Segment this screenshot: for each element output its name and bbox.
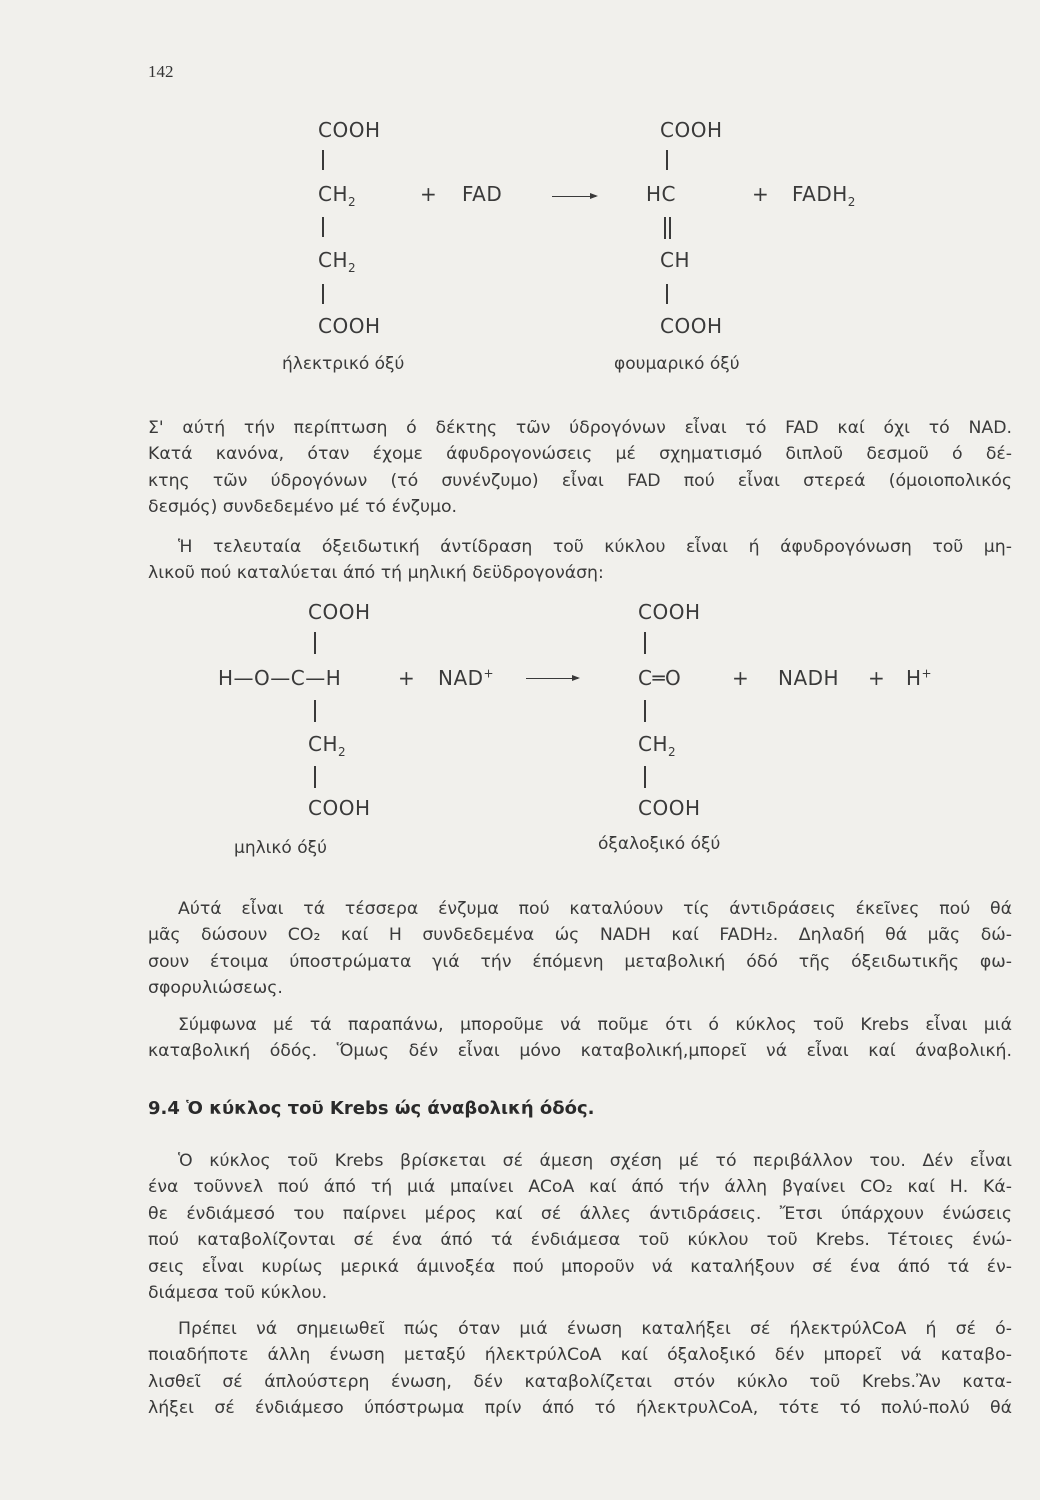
text-line: λικοῦ πού καταλύεται άπό τή μηλική δεϋδρογονάση: bbox=[148, 563, 604, 584]
text-line: πού καταβολίζονται σέ ένα άπό τά ένδιάμεσα τοῦ κύκλου τοῦ Krebs. Τέτοιες ένώ- bbox=[148, 1230, 1012, 1251]
paragraph-3 bbox=[148, 896, 1012, 1002]
succinate-bottom: COOH bbox=[318, 314, 381, 338]
fumarate-caption: φουμαρικό όξύ bbox=[614, 354, 740, 374]
text-line: λήξει σέ ένδιάμεσο ύπόστρωμα πρίν άπό τό ήλεκτρυλCoA, τότε τό πολύ-πολύ θά bbox=[148, 1398, 1012, 1419]
paragraph-2 bbox=[148, 534, 1012, 587]
oxaloacetate-bottom: COOH bbox=[638, 796, 701, 820]
text-line: Σ' αύτή τήν περίπτωση ό δέκτης τῶν ύδρογόνων εἶναι τό FAD καί όχι τό NAD. bbox=[148, 418, 1012, 438]
oxaloacetate-middle: C═O bbox=[638, 666, 682, 690]
bond bbox=[666, 150, 668, 170]
plus-sign: + bbox=[420, 182, 438, 206]
product-nadh: NADH bbox=[778, 666, 840, 690]
malate-bottom: COOH bbox=[308, 796, 371, 820]
fumarate-hc: HC bbox=[646, 182, 677, 206]
bond bbox=[314, 700, 316, 722]
text-line: ένα τοῦννελ πού άπό τή μιά μπαίνει ACoA καί άπό τήν άλλη βγαίνει CO₂ καί Η. Κά- bbox=[148, 1177, 1012, 1198]
malate-ch2: $CH_2$ bbox=[308, 732, 347, 759]
text-line: σεις εἶναι κυρίως μερικά άμινοξέα πού μποροῦν νά καταλήξουν σέ ένα άπό τά έν- bbox=[148, 1256, 1012, 1277]
bond bbox=[322, 217, 324, 237]
bond bbox=[314, 766, 316, 788]
text-line: ποιαδήποτε άλλη ένωση μεταξύ ήλεκτρύλCoA καί όξαλοξικό δέν μπορεῖ νά καταβο- bbox=[148, 1345, 1012, 1366]
fumarate-bottom: COOH bbox=[660, 314, 723, 338]
text-line: κτης τῶν ύδρογόνων (τό συνένζυμο) εἶναι FAD πού εἶναι στερεά (όμοιοπολικός bbox=[148, 470, 1012, 491]
text-line: Ἡ τελευταία όξειδωτική άντίδραση τοῦ κύκλου εἶναι ή άφυδρογόνωση τοῦ μη- bbox=[178, 537, 1012, 557]
malate-caption: μηλικό όξύ bbox=[234, 838, 327, 858]
text-line: Σύμφωνα μέ τά παραπάνω, μποροῦμε νά ποῦμε ότι ό κύκλος τοῦ Krebs εἶναι μιά bbox=[178, 1015, 1012, 1035]
plus-sign: + bbox=[752, 182, 770, 206]
product-fadh2: $FADH_2$ bbox=[792, 182, 856, 209]
product-h-plus: H+ bbox=[906, 666, 933, 690]
oxaloacetate-top: COOH bbox=[638, 600, 701, 624]
page-number: 142 bbox=[148, 62, 174, 81]
paragraph-4 bbox=[148, 1012, 1012, 1065]
bond bbox=[314, 632, 316, 654]
reaction-arrow bbox=[526, 678, 578, 679]
text-line: λισθεῖ σέ άπλούστερη ένωση, δέν καταβολίζεται στόν κύκλο τοῦ Krebs.Ἂν κατα- bbox=[148, 1371, 1012, 1392]
text-line: σουν έτοιμα ύποστρώματα γιά τήν έπόμενη μεταβολική όδό τῆς όξειδωτικῆς φω- bbox=[148, 951, 1012, 972]
text-line: θε ένδιάμεσό του παίρνει μέρος καί σέ άλλες άντιδράσεις. Ἔτσι ύπάρχουν ένώσεις bbox=[148, 1203, 1012, 1224]
paragraph-5 bbox=[148, 1148, 1012, 1306]
bond bbox=[322, 284, 324, 304]
succinate-top: COOH bbox=[318, 118, 381, 142]
reagent-fad: FAD bbox=[462, 182, 503, 206]
paragraph-6 bbox=[148, 1316, 1012, 1422]
succinate-ch2-b: $CH_2$ bbox=[318, 248, 357, 275]
malate-top: COOH bbox=[308, 600, 371, 624]
oxaloacetate-ch2: $CH_2$ bbox=[638, 732, 677, 759]
fumarate-top: COOH bbox=[660, 118, 723, 142]
plus-sign: + bbox=[398, 666, 416, 690]
text-line: Αύτά εἶναι τά τέσσερα ένζυμα πού καταλύουν τίς άντιδράσεις έκεῖνες πού θά bbox=[178, 899, 1012, 919]
malate-middle: H—O—C—H bbox=[218, 666, 342, 690]
text-line: δεσμός) συνδεδεμένο μέ τό ένζυμο. bbox=[148, 497, 458, 518]
text-line: διάμεσα τοῦ κύκλου. bbox=[148, 1283, 328, 1304]
section-heading: 9.4 Ὁ κύκλος τοῦ Krebs ώς άναβολική όδός. bbox=[148, 1098, 595, 1119]
text-line: μᾶς δώσουν CO₂ καί Η συνδεδεμένα ώς NADH καί FADH₂. Δηλαδή θά μᾶς δώ- bbox=[148, 925, 1012, 946]
reaction-arrow bbox=[552, 196, 596, 197]
fumarate-ch: CH bbox=[660, 248, 691, 272]
text-line: Πρέπει νά σημειωθεῖ πώς όταν μιά ένωση καταλήξει σέ ήλεκτρύλCoA ή σέ ό- bbox=[178, 1319, 1012, 1339]
double-bond-left bbox=[664, 217, 666, 239]
bond bbox=[322, 150, 324, 170]
reagent-nad: NAD+ bbox=[438, 666, 495, 690]
succinate-caption: ήλεκτρικό όξύ bbox=[282, 354, 405, 374]
bond bbox=[644, 766, 646, 788]
bond bbox=[644, 700, 646, 722]
bond bbox=[644, 632, 646, 654]
bond bbox=[666, 284, 668, 304]
double-bond-right bbox=[669, 217, 671, 239]
paragraph-1 bbox=[148, 415, 1012, 521]
text-line: Ὁ κύκλος τοῦ Krebs βρίσκεται σέ άμεση σχέση μέ τό περιβάλλον του. Δέν εἶναι bbox=[178, 1151, 1012, 1171]
oxaloacetate-caption: όξαλοξικό όξύ bbox=[598, 834, 721, 854]
text-line: καταβολική όδός. Ὅμως δέν εἶναι μόνο καταβολική,μπορεῖ νά εἶναι καί άναβολική. bbox=[148, 1041, 1012, 1062]
succinate-ch2-a: $CH_2$ bbox=[318, 182, 357, 209]
plus-sign: + bbox=[732, 666, 750, 690]
plus-sign: + bbox=[868, 666, 886, 690]
text-line: σφορυλιώσεως. bbox=[148, 978, 283, 999]
text-line: Κατά κανόνα, όταν έχομε άφυδρογονώσεις μέ σχηματισμό διπλοῦ δεσμοῦ ό δέ- bbox=[148, 444, 1012, 465]
